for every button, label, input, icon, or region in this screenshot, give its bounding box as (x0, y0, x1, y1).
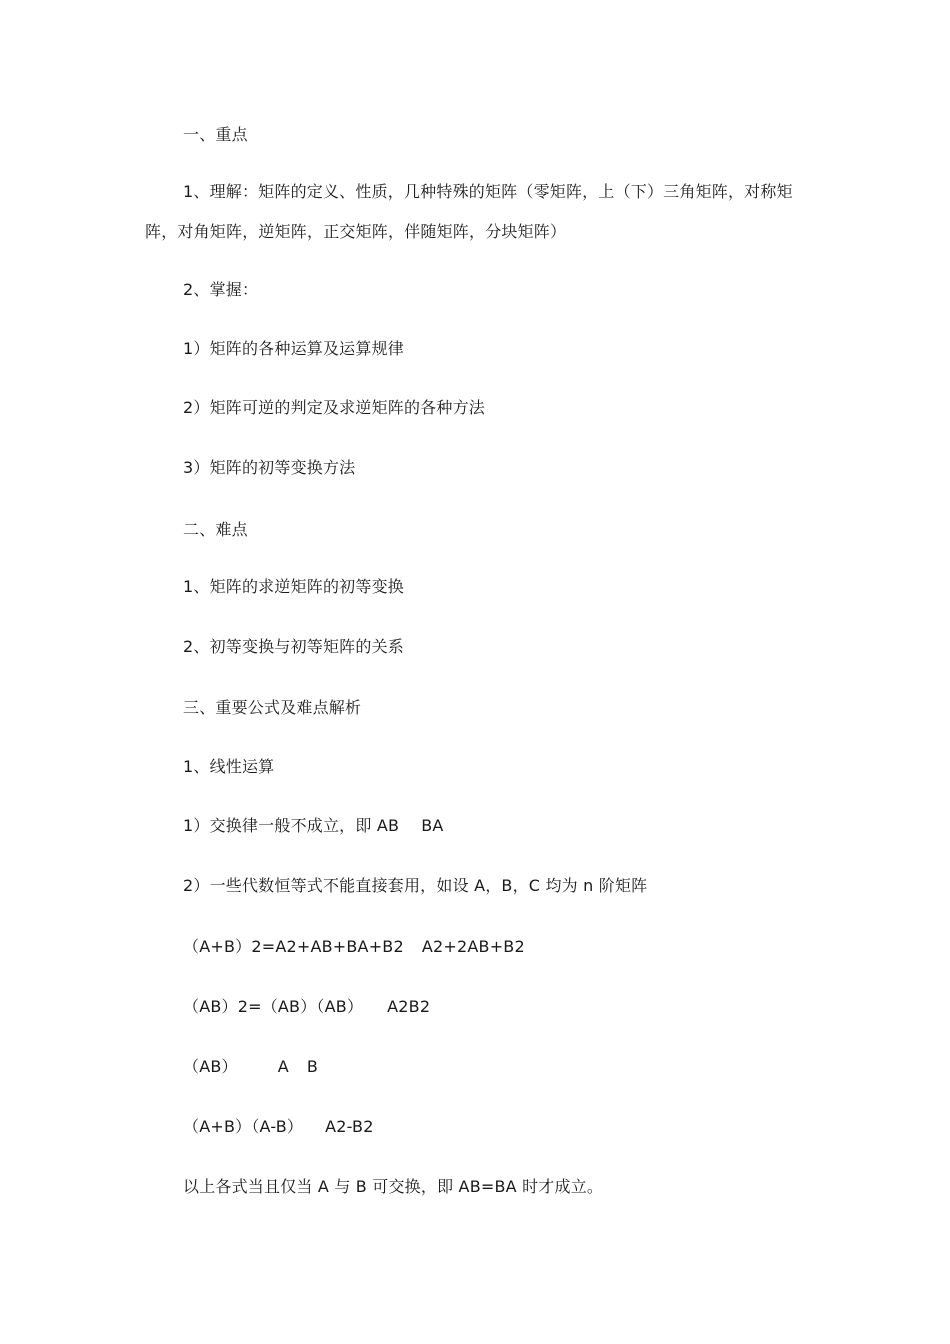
list-item-operations: 1）矩阵的各种运算及运算规律 (183, 339, 404, 358)
paragraph-difficulty-1: 1、矩阵的求逆矩阵的初等变换 (183, 577, 404, 596)
formula-square-product-left: （AB）2=（AB）（AB） (183, 997, 364, 1016)
paragraph-understand-line1: 1、理解：矩阵的定义、性质，几种特殊的矩阵（零矩阵，上（下）三角矩阵，对称矩 (183, 182, 793, 201)
formula-difference-left: （A+B）（A-B） (183, 1117, 304, 1136)
paragraph-difficulty-2: 2、初等变换与初等矩阵的关系 (183, 637, 404, 656)
paragraph-linear-operations: 1、线性运算 (183, 757, 275, 776)
formula-square-product-line (183, 997, 430, 1017)
formula-product-line (183, 1057, 318, 1077)
paragraph-identities: 2）一些代数恒等式不能直接套用，如设 A，B，C 均为 n 阶矩阵 (183, 876, 648, 895)
formula-square-sum-line (183, 937, 525, 957)
paragraph-understand-line2: 阵，对角矩阵，逆矩阵，正交矩阵，伴随矩阵，分块矩阵） (145, 222, 567, 241)
paragraph-master: 2、掌握： (183, 280, 259, 299)
paragraph-conclusion: 以上各式当且仅当 A 与 B 可交换，即 AB=BA 时才成立。 (183, 1177, 604, 1196)
formula-product-a: A (277, 1057, 289, 1076)
formula-square-product-right: A2B2 (387, 997, 431, 1016)
section-heading-key-points: 一、重点 (183, 125, 248, 144)
formula-square-sum-left: （A+B）2=A2+AB+BA+B2 (183, 937, 404, 956)
section-heading-formulas: 三、重要公式及难点解析 (183, 698, 362, 717)
formula-commutative-left: 1）交换律一般不成立，即 AB (183, 816, 400, 835)
list-item-elementary-transform: 3）矩阵的初等变换方法 (183, 458, 356, 477)
formula-square-sum-right: A2+2AB+B2 (421, 937, 525, 956)
section-heading-difficulties: 二、难点 (183, 520, 248, 539)
formula-difference-right: A2-B2 (325, 1117, 374, 1136)
formula-product-b: B (306, 1057, 319, 1076)
list-item-invertibility: 2）矩阵可逆的判定及求逆矩阵的各种方法 (183, 398, 485, 417)
formula-difference-line (183, 1117, 374, 1137)
formula-commutative-right: BA (421, 816, 444, 835)
formula-product-left: （AB） (183, 1057, 238, 1076)
formula-commutative-line (183, 816, 444, 836)
